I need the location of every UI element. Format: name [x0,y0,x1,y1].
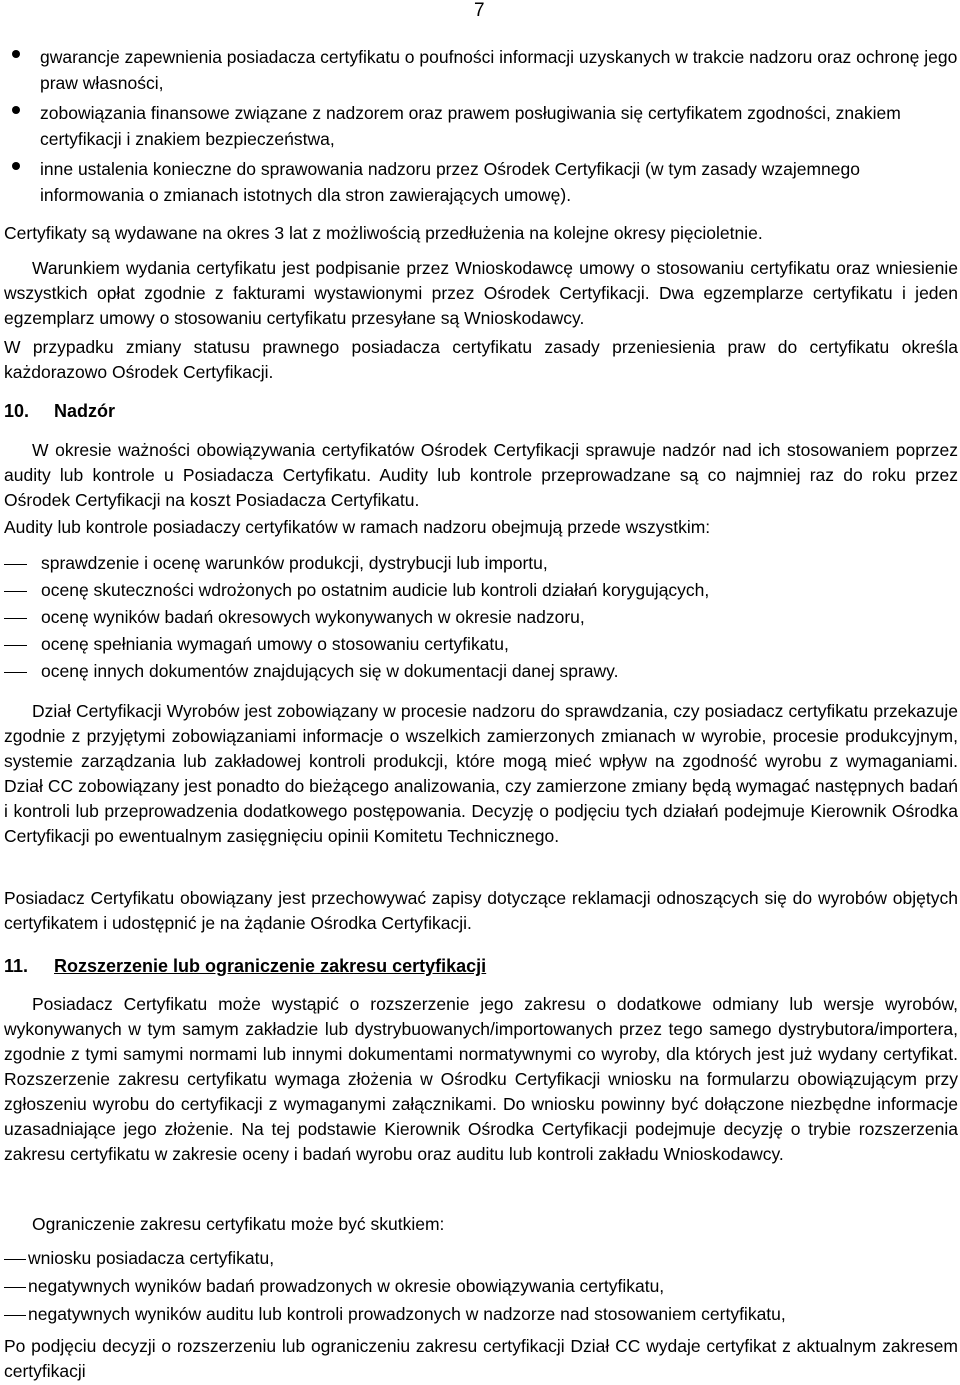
list-item-text: negatywnych wyników badań prowadzonych w okresie obowiązywania certyfikatu, [28,1276,665,1296]
list-item [4,1274,958,1299]
dash-icon [4,1259,26,1260]
paragraph: Posiadacz Certyfikatu może wystąpić o rozszerzenie jego zakresu o dodatkowe odmiany lub wersje wyrobów, wykonywanych w tym samym zakładzie lub dystrybuowanych/importowanych przez tego samego dystrybutora/importera, zgodnie z tymi samymi normami lub innymi dokumentami normatywnymi co wyroby, dla których jest już wydany certyfikat. Rozszerzenie zakresu certyfikatu wymaga złożenia w Ośrodku Certyfikacji wniosku na formularzu obowiązującym przy zgłoszeniu wyrobu do certyfikacji z wymaganymi załącznikami. Do wniosku powinny być dołączone niezbędne informacje uzasadniające jego złożenie. Na tej podstawie Kierownik Ośrodka Certyfikacji podejmuje decyzję o trybie rozszerzenia zakresu certyfikatu w zakresie oceny i badań wyrobu oraz auditu lub kontroli zakładu Wnioskodawcy. [4,994,958,1164]
list-item [4,632,958,657]
section-number: 10. [4,401,30,421]
paragraph: W okresie ważności obowiązywania certyfikatów Ośrodek Certyfikacji sprawuje nadzór nad ich stosowaniem poprzez audity lub kontrole u Posiadacza Certyfikatu. Audity lub kontrole przeprowadzane są co najmniej raz do roku przez Ośrodek Certyfikacji na koszt Posiadacza Certyfikatu. [4,440,958,510]
list-item-text: ocenę wyników badań okresowych wykonywanych w okresie nadzoru, [41,607,585,627]
dash-icon [4,618,27,619]
section-heading [4,399,115,423]
dash-icon [4,672,27,673]
list-item-text: ocenę innych dokumentów znajdujących się w dokumentacji danej sprawy. [41,661,619,681]
section-number: 11. [4,956,29,976]
paragraph: Audity lub kontrole posiadaczy certyfikatów w ramach nadzoru obejmują przede wszystkim: [4,517,711,537]
list-item-text: inne ustalenia konieczne do sprawowania nadzoru przez Ośrodek Certyfikacji (w tym zasady wzajemnego informowania o zmianach istotnych dla stron zawierających umowę). [40,159,860,205]
list-item [4,578,958,603]
section-title: Rozszerzenie lub ograniczenie zakresu certyfikacji [54,956,487,976]
bullet-icon [12,106,20,114]
bullet-icon [12,162,20,170]
list-item-text: negatywnych wyników auditu lub kontroli prowadzonych w nadzorze nad stosowaniem certyfikatu, [28,1304,786,1324]
dash-icon [4,1315,26,1316]
list-item-text: wniosku posiadacza certyfikatu, [28,1248,275,1268]
paragraph: Ograniczenie zakresu certyfikatu może być skutkiem: [32,1214,445,1234]
page-number: 7 [474,0,485,21]
list-item [4,551,958,576]
list-item [4,605,958,630]
paragraph-validity: Certyfikaty są wydawane na okres 3 lat z możliwością przedłużenia na kolejne okresy pięcioletnie. [4,223,763,243]
list-item-text: ocenę spełniania wymagań umowy o stosowaniu certyfikatu, [41,634,509,654]
list-item-text: ocenę skuteczności wdrożonych po ostatnim audicie lub kontroli działań korygujących, [41,580,710,600]
list-item [4,1246,958,1271]
paragraph-condition: Warunkiem wydania certyfikatu jest podpisanie przez Wnioskodawcę umowy o stosowaniu certyfikatu oraz wniesienie wszystkich opłat zgodnie z fakturami wystawionymi przez Ośrodek Certyfikacji. Dwa egzemplarze certyfikatu i jeden egzemplarz umowy o stosowaniu certyfikatu przesyłane są Wnioskodawcy. [4,258,958,328]
list-item-text: sprawdzenie i ocenę warunków produkcji, dystrybucji lub importu, [41,553,548,573]
list-item [8,100,958,152]
bullet-icon [12,50,20,58]
dash-icon [4,645,27,646]
list-item [4,659,958,684]
list-item [8,156,958,208]
dash-icon [4,564,27,565]
paragraph: Po podjęciu decyzji o rozszerzeniu lub ograniczeniu zakresu certyfikacji Dział CC wydaje certyfikat z aktualnym zakresem certyfikacji [4,1336,958,1381]
section-title: Nadzór [54,401,116,421]
paragraph: Dział Certyfikacji Wyrobów jest zobowiązany w procesie nadzoru do sprawdzania, czy posiadacz certyfikatu przekazuje zgodnie z przyjętymi zobowiązaniami informacje o wszelkich zamierzonych zmianach w wyrobie, procesie produkcyjnym, systemie zarządzania lub zakładowej kontroli produkcji, które mogą mieć wpływ na zgodność wyrobu z wymaganiami. Dział CC zobowiązany jest ponadto do bieżącego analizowania, czy zamierzone zmiany będą wymagać następnych badań i kontroli lub przeprowadzenia dodatkowego postępowania. Decyzję o podjęciu tych działań podejmuje Kierownik Ośrodka Certyfikacji po ewentualnym zasięgnięciu opinii Komitetu Technicznego. [4,701,958,846]
paragraph: Posiadacz Certyfikatu obowiązany jest przechowywać zapisy dotyczące reklamacji odnoszących się do wyrobów objętych certyfikatem i udostępnić je na żądanie Ośrodka Certyfikacji. [4,888,958,933]
list-item [8,44,958,96]
dash-icon [4,591,27,592]
list-item [4,1302,958,1327]
list-item-text: gwarancje zapewnienia posiadacza certyfikatu o poufności informacji uzyskanych w trakcie nadzoru oraz ochronę jego praw własności, [40,47,958,93]
section-heading [4,954,486,978]
dash-icon [4,1287,26,1288]
list-item-text: zobowiązania finansowe związane z nadzorem oraz prawem posługiwania się certyfikatem zgodności, znakiem certyfikacji i znakiem bezpieczeństwa, [40,103,901,149]
paragraph-status-change: W przypadku zmiany statusu prawnego posiadacza certyfikatu zasady przeniesienia praw do certyfikatu określa każdorazowo Ośrodek Certyfikacji. [4,337,958,382]
